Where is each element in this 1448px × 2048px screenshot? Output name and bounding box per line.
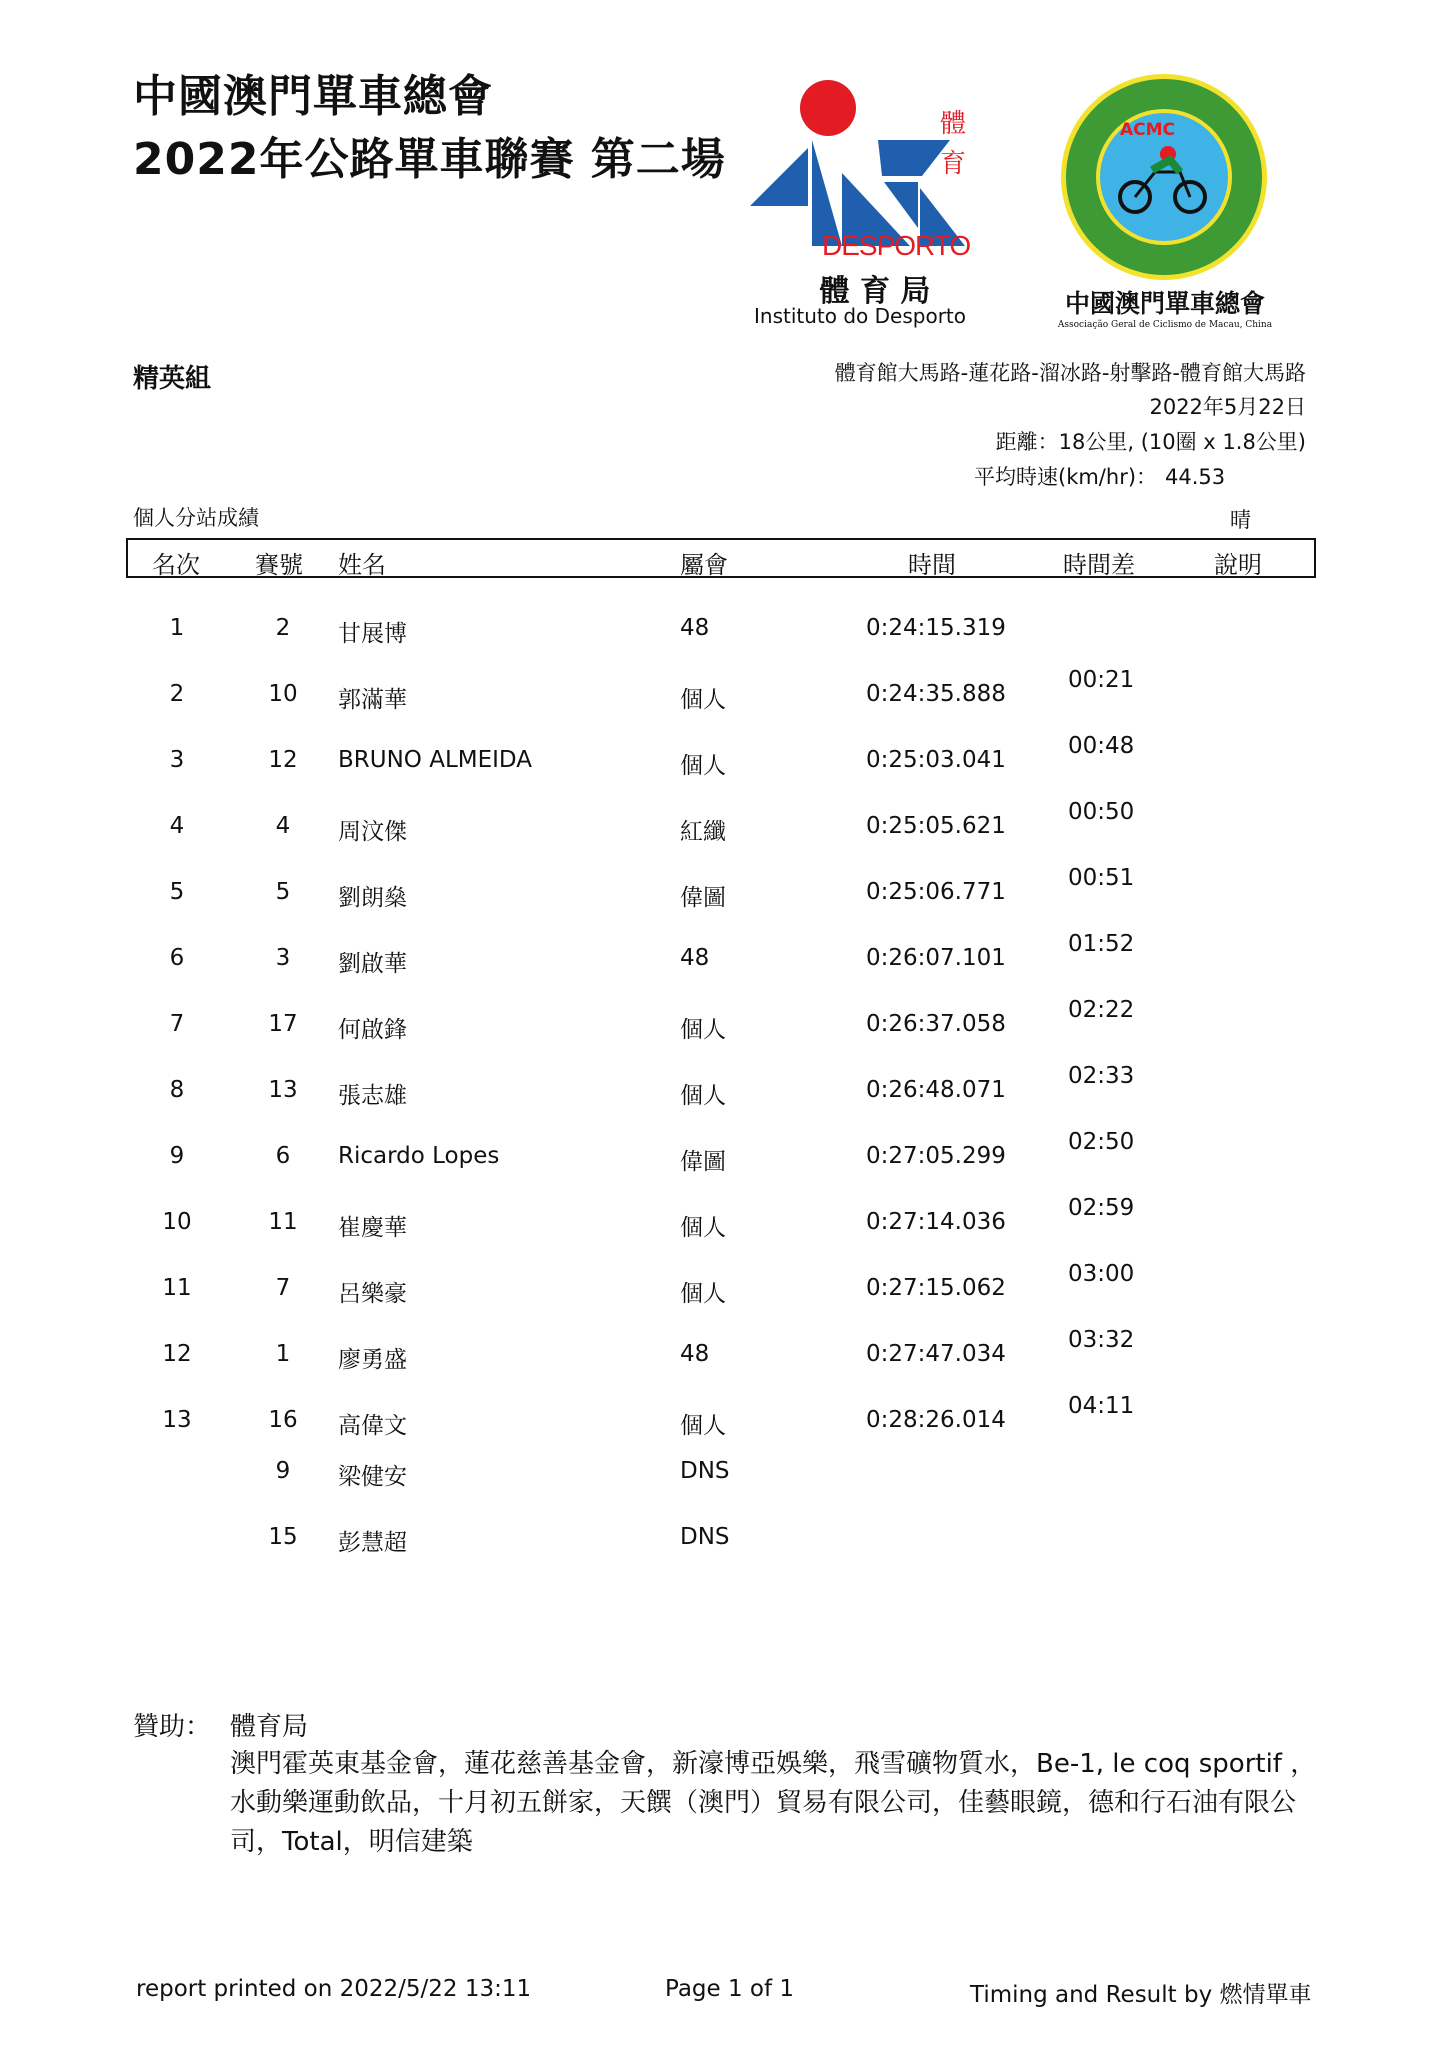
row-time: 0:27:05.299 <box>866 1143 1006 1169</box>
row-status: DNS <box>680 1458 730 1484</box>
row-rank: 1 <box>169 615 185 641</box>
header-rank: 名次 <box>152 551 200 579</box>
footer-printed: report printed on 2022/5/22 13:11 <box>136 1976 532 2002</box>
row-gap: 00:50 <box>1068 799 1135 825</box>
row-gap: 04:11 <box>1068 1393 1135 1419</box>
row-time: 0:25:03.041 <box>866 747 1006 773</box>
row-club: 偉圖 <box>680 1149 726 1175</box>
row-gap: 03:32 <box>1068 1327 1135 1353</box>
row-club: 48 <box>680 1341 710 1367</box>
acmc-badge-text: ACMC <box>1120 120 1176 140</box>
row-bib: 15 <box>268 1524 298 1550</box>
row-gap: 00:51 <box>1068 865 1135 891</box>
row-rank: 2 <box>169 681 185 707</box>
row-club: 48 <box>680 945 710 971</box>
route-text: 體育館大馬路-蓮花路-溜冰路-射擊路-體育館大馬路 <box>834 361 1306 385</box>
desporto-portuguese-name: Instituto do Desporto <box>754 304 966 328</box>
row-name: 崔慶華 <box>338 1215 407 1241</box>
desporto-vertical-char-2: 育 <box>940 149 967 179</box>
row-gap: 02:50 <box>1068 1129 1135 1155</box>
row-club: 個人 <box>680 1083 726 1109</box>
acmc-logo <box>1040 72 1290 342</box>
footer-page: Page 1 of 1 <box>665 1976 795 2002</box>
row-bib: 4 <box>275 813 291 839</box>
row-gap: 02:33 <box>1068 1063 1135 1089</box>
row-time: 0:25:05.621 <box>866 813 1006 839</box>
weather-text: 晴 <box>1230 508 1251 532</box>
row-name: 廖勇盛 <box>338 1347 407 1373</box>
row-bib: 16 <box>268 1407 298 1433</box>
row-club: 個人 <box>680 1413 726 1439</box>
row-time: 0:25:06.771 <box>866 879 1006 905</box>
row-rank: 5 <box>169 879 185 905</box>
row-name: 呂樂豪 <box>338 1281 407 1307</box>
row-bib: 2 <box>275 615 291 641</box>
row-time: 0:27:47.034 <box>866 1341 1006 1367</box>
sponsor-label: 贊助： <box>133 1712 212 1742</box>
average-speed-label: 平均時速(km/hr)： <box>974 465 1158 489</box>
row-rank: 4 <box>169 813 185 839</box>
row-name: 甘展博 <box>338 621 407 647</box>
row-bib: 13 <box>268 1077 298 1103</box>
row-gap: 01:52 <box>1068 931 1135 957</box>
row-gap: 03:00 <box>1068 1261 1135 1287</box>
row-name: 劉朗燊 <box>338 885 407 911</box>
header-note: 說明 <box>1214 551 1262 579</box>
desporto-vertical-char-1: 體 <box>940 109 967 139</box>
row-gap: 00:48 <box>1068 733 1135 759</box>
average-speed <box>974 461 1225 491</box>
row-time: 0:27:14.036 <box>866 1209 1006 1235</box>
row-name: 高偉文 <box>338 1413 407 1439</box>
row-bib: 7 <box>275 1275 291 1301</box>
row-rank: 10 <box>162 1209 192 1235</box>
row-time: 0:27:15.062 <box>866 1275 1006 1301</box>
row-club: 個人 <box>680 687 726 713</box>
header-gap: 時間差 <box>1063 551 1135 579</box>
header-club: 屬會 <box>680 551 728 579</box>
category-label: 精英組 <box>133 364 212 394</box>
row-name: BRUNO ALMEIDA <box>338 747 532 773</box>
row-bib: 9 <box>275 1458 291 1484</box>
row-time: 0:26:07.101 <box>866 945 1006 971</box>
row-gap: 00:21 <box>1068 667 1135 693</box>
average-speed-value: 44.53 <box>1165 465 1226 489</box>
row-rank: 11 <box>162 1275 192 1301</box>
results-subtitle: 個人分站成績 <box>133 506 259 530</box>
row-club: 偉圖 <box>680 885 726 911</box>
row-rank: 8 <box>169 1077 185 1103</box>
row-time: 0:24:15.319 <box>866 615 1006 641</box>
sponsor-list: 澳門霍英東基金會，蓮花慈善基金會，新濠博亞娛樂，飛雪礦物質水，Be-1, le coq sportif ，水動樂運動飲品，十月初五餅家，天饌（澳門）貿易有限公司，佳藝眼鏡，德和行石油有限公司，Total，明信建築 <box>230 1749 1317 1857</box>
race-date: 2022年5月22日 <box>1149 395 1306 419</box>
desporto-logo <box>750 78 995 328</box>
row-club: 紅纖 <box>680 819 726 845</box>
row-time: 0:24:35.888 <box>866 681 1006 707</box>
row-club: 個人 <box>680 1215 726 1241</box>
row-bib: 5 <box>275 879 291 905</box>
header-time: 時間 <box>908 551 956 579</box>
acmc-portuguese-name: Associação Geral de Ciclismo de Macau, China <box>1057 320 1273 330</box>
row-club: 個人 <box>680 1017 726 1043</box>
row-club: 個人 <box>680 753 726 779</box>
row-bib: 17 <box>268 1011 298 1037</box>
row-name: 劉啟華 <box>338 951 407 977</box>
row-time: 0:26:48.071 <box>866 1077 1006 1103</box>
row-name: Ricardo Lopes <box>338 1143 500 1169</box>
row-bib: 12 <box>268 747 298 773</box>
row-rank: 9 <box>169 1143 185 1169</box>
page-title-line2: 2022年公路單車聯賽 第二場 <box>133 134 726 185</box>
row-name: 張志雄 <box>338 1083 407 1109</box>
row-name: 梁健安 <box>338 1464 407 1490</box>
row-rank: 3 <box>169 747 185 773</box>
row-rank: 7 <box>169 1011 185 1037</box>
row-club: 48 <box>680 615 710 641</box>
race-distance: 距離：18公里, (10圈 x 1.8公里) <box>995 430 1306 454</box>
header-name: 姓名 <box>338 551 386 579</box>
row-club: 個人 <box>680 1281 726 1307</box>
acmc-chinese-name: 中國澳門單車總會 <box>1064 289 1265 318</box>
acmc-logo-graphic <box>1040 72 1290 282</box>
row-status: DNS <box>680 1524 730 1550</box>
header-bib: 賽號 <box>255 551 303 579</box>
row-name: 郭滿華 <box>338 687 407 713</box>
desporto-chinese-name: 體 育 局 <box>819 274 931 309</box>
row-gap: 02:59 <box>1068 1195 1135 1221</box>
row-bib: 6 <box>275 1143 291 1169</box>
row-bib: 3 <box>275 945 291 971</box>
row-time: 0:28:26.014 <box>866 1407 1006 1433</box>
row-rank: 12 <box>162 1341 192 1367</box>
row-bib: 10 <box>268 681 298 707</box>
row-name: 何啟鋒 <box>338 1017 407 1043</box>
row-name: 彭慧超 <box>338 1530 407 1556</box>
row-name: 周汶傑 <box>338 819 407 845</box>
row-rank: 6 <box>169 945 185 971</box>
footer-timing: Timing and Result by 燃情單車 <box>970 1982 1312 2008</box>
row-time: 0:26:37.058 <box>866 1011 1006 1037</box>
sponsor-main: 體育局 <box>230 1712 309 1742</box>
row-bib: 1 <box>275 1341 291 1367</box>
row-rank: 13 <box>162 1407 192 1433</box>
row-bib: 11 <box>268 1209 298 1235</box>
page-title-line1: 中國澳門單車總會 <box>133 71 493 122</box>
desporto-brand: DESPORTO <box>822 230 971 261</box>
row-gap: 02:22 <box>1068 997 1135 1023</box>
